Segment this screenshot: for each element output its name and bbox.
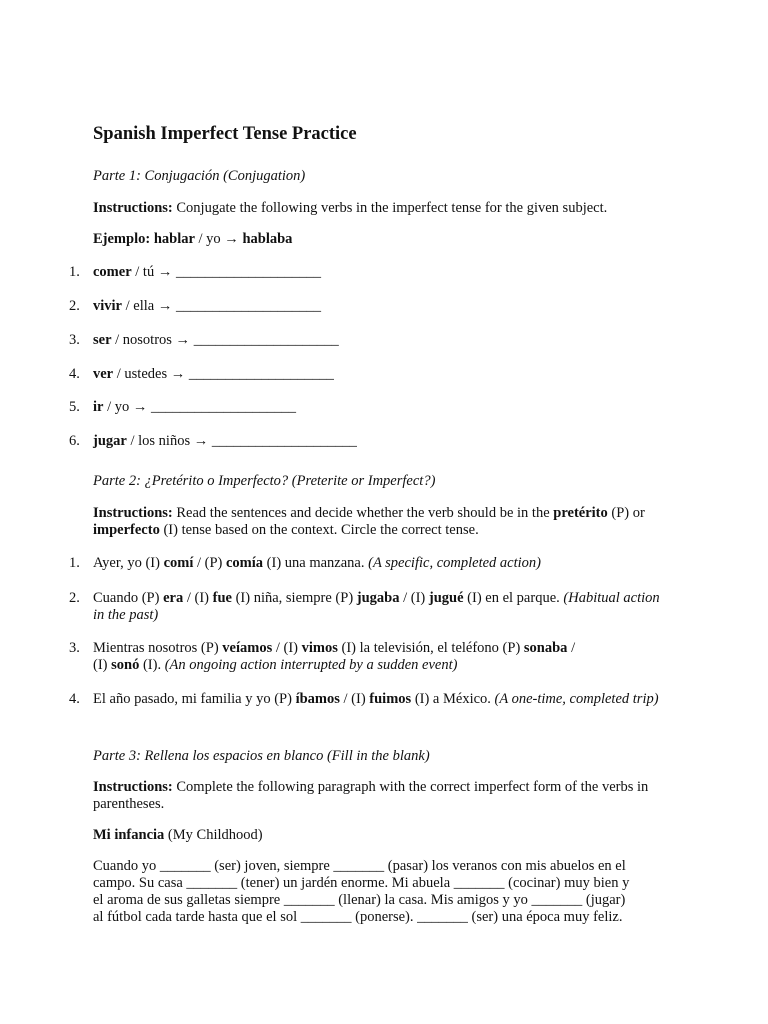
item-subject: / yo →: [103, 399, 151, 415]
paragraph-subtitle: [93, 827, 673, 844]
instructions-text: Read the sentences and decide whether the verb should be in the: [172, 505, 554, 521]
option-fuimos[interactable]: fuimos: [369, 691, 412, 707]
option-comia[interactable]: comía: [225, 555, 264, 571]
instructions-text: Conjugate the following verbs in the imperfect tense for the given subject.: [172, 200, 608, 216]
sentence-text: Ayer, yo (I): [93, 555, 164, 571]
sentence-text: (I) la televisión, el teléfono (P): [337, 640, 524, 656]
hint-note: (A one-time, completed trip): [494, 691, 659, 707]
option-jugue[interactable]: jugué: [428, 590, 464, 606]
sentence-text: Cuando (P): [93, 590, 164, 606]
part2-heading: Parte 2: ¿Pretérito o Imperfecto? (Preterite or Imperfect?): [93, 473, 436, 489]
sentence-text: (I).: [139, 657, 165, 673]
sentence-text: El año pasado, mi familia y yo (P): [93, 691, 296, 707]
option-vimos[interactable]: vimos: [301, 640, 338, 656]
answer-blank[interactable]: ____________________: [151, 399, 296, 415]
option-sonaba[interactable]: sonaba: [523, 640, 568, 656]
instructions-label: Instructions:: [93, 200, 173, 216]
instructions-label: Instructions:: [93, 779, 173, 795]
hint-note: (Habitual action in the past): [93, 590, 660, 623]
item-subject: / tú →: [131, 264, 176, 280]
answer-blank[interactable]: ____________________: [175, 298, 321, 314]
answer-blank[interactable]: ____________________: [175, 264, 321, 280]
option-era[interactable]: era: [163, 590, 184, 606]
sentence-text: / (I): [339, 691, 370, 707]
part1-instructions: [93, 200, 673, 217]
part2-instructions: [93, 505, 673, 539]
item-number: 2.: [69, 590, 80, 606]
option-ibamos[interactable]: íbamos: [295, 691, 340, 707]
option-sono[interactable]: sonó: [111, 657, 140, 673]
sentence-text: /: [567, 640, 576, 656]
option-veiamos[interactable]: veíamos: [222, 640, 273, 656]
item-number: 3.: [69, 332, 80, 348]
answer-blank[interactable]: ____________________: [193, 332, 339, 348]
hint-note: (An ongoing action interrupted by a sudden event): [164, 657, 458, 673]
item-number: 2.: [69, 298, 80, 314]
item-number: 4.: [69, 691, 80, 707]
option-jugaba[interactable]: jugaba: [356, 590, 400, 606]
item-verb: vivir: [93, 298, 122, 314]
preterito-term: pretérito: [553, 505, 608, 521]
sentence-text: / (I): [272, 640, 302, 656]
item-verb: ver: [93, 366, 114, 382]
instructions-text: Complete the following paragraph with the correct imperfect form of the verbs in parentheses.: [93, 779, 649, 812]
item-subject: / nosotros →: [111, 332, 194, 348]
example-verb: hablar: [153, 231, 195, 247]
item-number: 6.: [69, 433, 80, 449]
item-subject: / ella →: [122, 298, 176, 314]
sentence-text: (I) una manzana.: [263, 555, 369, 571]
paragraph-line: campo. Su casa _______ (tener) un jardén enorme. Mi abuela _______ (cocinar) muy bien y: [93, 875, 630, 891]
item-number: 4.: [69, 366, 80, 382]
option-comi[interactable]: comí: [163, 555, 194, 571]
paragraph-line: el aroma de sus galletas siempre _______ (llenar) la casa. Mis amigos y yo _______ (jugar): [93, 892, 626, 908]
fill-in-paragraph[interactable]: [93, 858, 693, 926]
part1-example: [93, 231, 673, 248]
subtitle-rest: (My Childhood): [164, 827, 263, 843]
page-title: Spanish Imperfect Tense Practice: [93, 124, 357, 144]
sentence-text: (I) niña, siempre (P): [231, 590, 357, 606]
part3-instructions: [93, 779, 673, 813]
hint-note: (A specific, completed action): [368, 555, 541, 571]
part3-heading: Parte 3: Rellena los espacios en blanco (Fill in the blank): [93, 748, 430, 764]
item-verb: jugar: [93, 433, 127, 449]
subtitle-bold: Mi infancia: [93, 827, 165, 843]
example-subject: / yo →: [194, 231, 243, 247]
sentence-text: / (I): [183, 590, 213, 606]
sentence-text: (I) a México.: [411, 691, 495, 707]
sentence-text: (I): [93, 657, 112, 673]
paragraph-line: al fútbol cada tarde hasta que el sol _______ (ponerse). _______ (ser) una época muy feliz.: [93, 909, 623, 925]
item-number: 3.: [69, 640, 80, 656]
item-verb: ser: [93, 332, 112, 348]
sentence-text: / (P): [193, 555, 226, 571]
item-number: 1.: [69, 264, 80, 280]
item-verb: ir: [93, 399, 104, 415]
answer-blank[interactable]: ____________________: [188, 366, 334, 382]
item-verb: comer: [93, 264, 132, 280]
instructions-label: Instructions:: [93, 505, 173, 521]
part1-heading: Parte 1: Conjugación (Conjugation): [93, 168, 306, 184]
instructions-text: (I) tense based on the context. Circle the correct tense.: [159, 522, 479, 538]
instructions-text: (P) or: [607, 505, 645, 521]
item-subject: / ustedes →: [113, 366, 189, 382]
sentence-text: / (I): [399, 590, 429, 606]
item-subject: / los niños →: [126, 433, 212, 449]
example-label: Ejemplo:: [93, 231, 151, 247]
imperfecto-term: imperfecto: [93, 522, 160, 538]
sentence-text: (I) en el parque.: [463, 590, 564, 606]
example-answer: hablaba: [242, 231, 293, 247]
option-fue[interactable]: fue: [212, 590, 232, 606]
sentence-text: Mientras nosotros (P): [93, 640, 223, 656]
item-number: 5.: [69, 399, 80, 415]
answer-blank[interactable]: ____________________: [211, 433, 357, 449]
paragraph-line: Cuando yo _______ (ser) joven, siempre _______ (pasar) los veranos con mis abuelos en el: [93, 858, 626, 874]
item-number: 1.: [69, 555, 80, 571]
